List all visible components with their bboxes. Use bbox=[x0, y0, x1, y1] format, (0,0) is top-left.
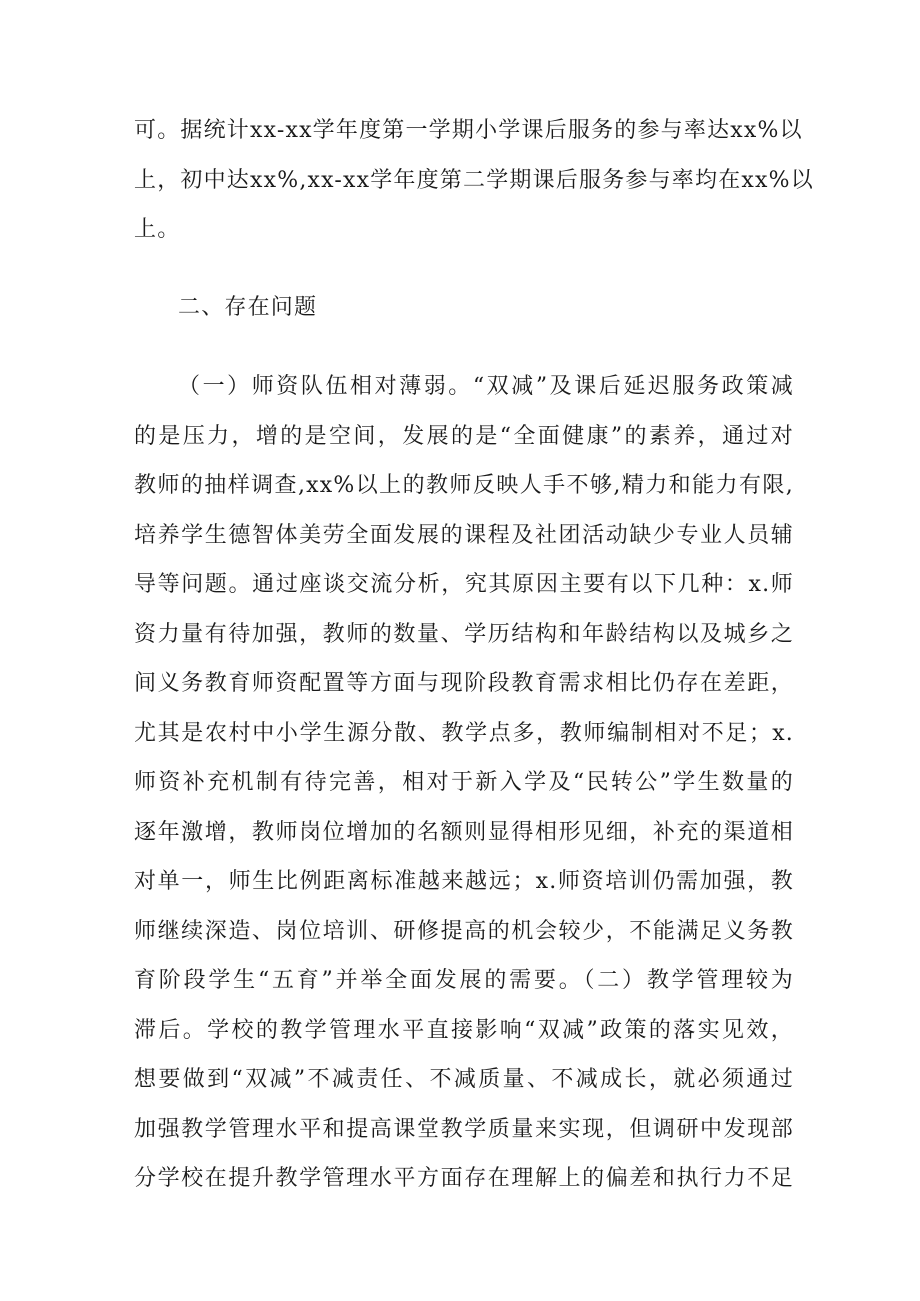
paragraph-line: 逐年激增，教师岗位增加的名额则显得相形见细，补充的渠道相 bbox=[134, 820, 794, 845]
paragraph-line: 分学校在提升教学管理水平方面存在理解上的偏差和执行力不足 bbox=[134, 1166, 794, 1191]
section-heading: 二、存在问题 bbox=[178, 295, 318, 320]
paragraph-line: 上。 bbox=[134, 217, 181, 242]
paragraph-line: 上，初中达xx%,xx-xx学年度第二学期课后服务参与率均在xx%以 bbox=[134, 168, 814, 193]
paragraph-line: 师继续深造、岗位培训、研修提高的机会较少，不能满足义务教 bbox=[134, 919, 794, 944]
paragraph-line: 想要做到“双减”不减责任、不减质量、不减成长，就必须通过 bbox=[134, 1067, 794, 1092]
paragraph-line: 育阶段学生“五育”并举全面发展的需要。（二）教学管理较为 bbox=[134, 968, 794, 993]
paragraph-line: 导等问题。通过座谈交流分析，究其原因主要有以下几种：x.师 bbox=[134, 572, 794, 597]
paragraph-line: 的是压力，增的是空间，发展的是“全面健康”的素养，通过对 bbox=[134, 424, 794, 449]
paragraph-line: 资力量有待加强，教师的数量、学历结构和年龄结构以及城乡之 bbox=[134, 622, 794, 647]
paragraph-line: 可。据统计xx-xx学年度第一学期小学课后服务的参与率达xx%以 bbox=[134, 118, 803, 143]
paragraph-line: 对单一，师生比例距离标准越来越远；x.师资培训仍需加强，教 bbox=[134, 869, 794, 894]
paragraph-line: 尤其是农村中小学生源分散、教学点多，教师编制相对不足；x. bbox=[134, 721, 794, 746]
paragraph-line: 加强教学管理水平和提高课堂教学质量来实现，但调研中发现部 bbox=[134, 1117, 794, 1142]
paragraph-line: 间义务教育师资配置等方面与现阶段教育需求相比仍存在差距， bbox=[134, 671, 794, 696]
paragraph-line: 师资补充机制有待完善，相对于新入学及“民转公”学生数量的 bbox=[134, 770, 794, 795]
paragraph-line: （一）师资队伍相对薄弱。“双减”及课后延迟服务政策减 bbox=[178, 374, 794, 399]
paragraph-line: 教师的抽样调查,xx%以上的教师反映人手不够,精力和能力有限, bbox=[134, 473, 794, 498]
paragraph-line: 培养学生德智体美劳全面发展的课程及社团活动缺少专业人员辅 bbox=[134, 523, 794, 548]
paragraph-line: 滞后。学校的教学管理水平直接影响“双减”政策的落实见效， bbox=[134, 1018, 794, 1043]
